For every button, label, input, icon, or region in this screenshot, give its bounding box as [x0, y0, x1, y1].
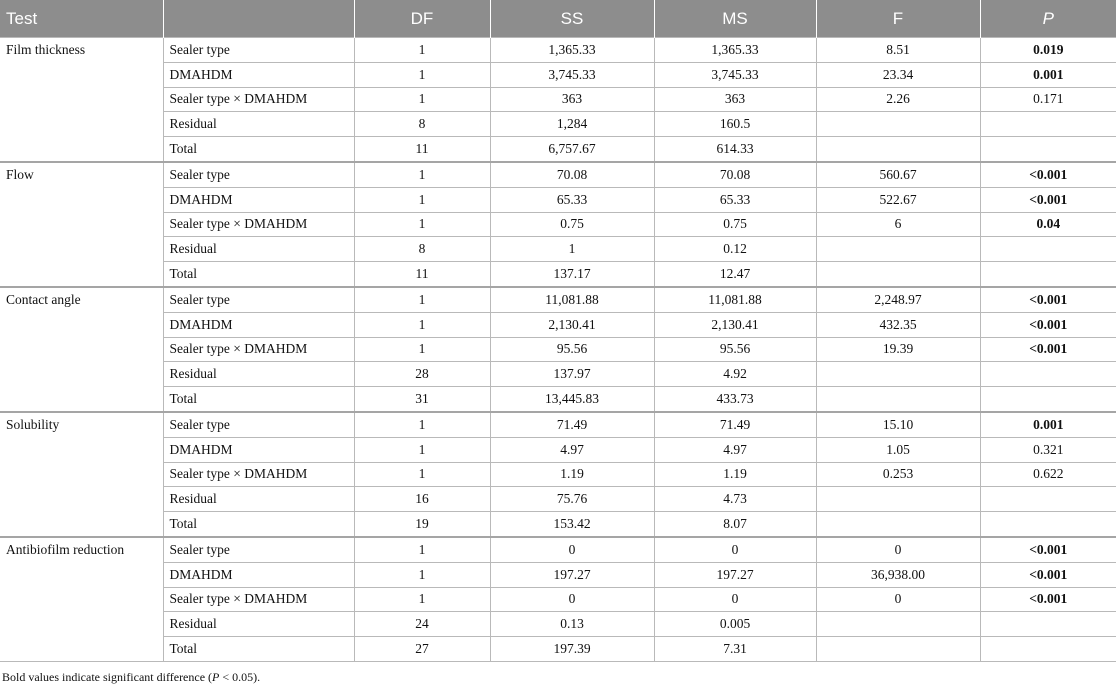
source-cell: DMAHDM	[163, 187, 354, 212]
p-cell	[980, 262, 1116, 287]
ss-cell: 197.27	[490, 562, 654, 587]
table-row	[0, 437, 1116, 462]
table-row	[0, 287, 1116, 312]
table-row	[0, 512, 1116, 537]
test-name-cell: Film thickness	[0, 38, 163, 162]
ss-cell: 95.56	[490, 337, 654, 362]
ms-cell: 8.07	[654, 512, 816, 537]
df-cell: 1	[354, 312, 490, 337]
source-cell: DMAHDM	[163, 312, 354, 337]
df-cell: 1	[354, 87, 490, 112]
ss-cell: 71.49	[490, 412, 654, 437]
source-cell: Residual	[163, 362, 354, 387]
footnote-p-variable: P	[212, 670, 220, 684]
table-row	[0, 312, 1116, 337]
header-df: DF	[354, 0, 490, 38]
df-cell: 1	[354, 412, 490, 437]
f-cell	[816, 487, 980, 512]
table-header-row	[0, 0, 1116, 38]
f-cell: 23.34	[816, 62, 980, 87]
f-cell: 0.253	[816, 462, 980, 487]
p-cell: 0.001	[980, 412, 1116, 437]
ss-cell: 1.19	[490, 462, 654, 487]
table-row	[0, 237, 1116, 262]
ms-cell: 12.47	[654, 262, 816, 287]
ms-cell: 0.12	[654, 237, 816, 262]
ms-cell: 433.73	[654, 387, 816, 412]
source-cell: Residual	[163, 237, 354, 262]
f-cell: 6	[816, 212, 980, 237]
source-cell: Sealer type × DMAHDM	[163, 212, 354, 237]
ss-cell: 6,757.67	[490, 137, 654, 162]
header-ms: MS	[654, 0, 816, 38]
f-cell	[816, 362, 980, 387]
source-cell: Sealer type	[163, 412, 354, 437]
p-cell: <0.001	[980, 562, 1116, 587]
p-cell: <0.001	[980, 287, 1116, 312]
p-cell	[980, 387, 1116, 412]
f-cell: 15.10	[816, 412, 980, 437]
df-cell: 8	[354, 237, 490, 262]
df-cell: 1	[354, 562, 490, 587]
f-cell	[816, 637, 980, 662]
table-row	[0, 637, 1116, 662]
table-row	[0, 362, 1116, 387]
p-cell: <0.001	[980, 587, 1116, 612]
source-cell: Residual	[163, 487, 354, 512]
source-cell: Sealer type × DMAHDM	[163, 462, 354, 487]
df-cell: 1	[354, 212, 490, 237]
ss-cell: 137.97	[490, 362, 654, 387]
p-cell: <0.001	[980, 312, 1116, 337]
ms-cell: 0.005	[654, 612, 816, 637]
f-cell: 0	[816, 587, 980, 612]
p-cell	[980, 487, 1116, 512]
source-cell: DMAHDM	[163, 62, 354, 87]
f-cell: 19.39	[816, 337, 980, 362]
ss-cell: 153.42	[490, 512, 654, 537]
source-cell: Sealer type	[163, 162, 354, 187]
p-cell: 0.019	[980, 38, 1116, 63]
test-name-cell: Solubility	[0, 412, 163, 537]
ss-cell: 197.39	[490, 637, 654, 662]
f-cell	[816, 387, 980, 412]
table-row	[0, 537, 1116, 562]
f-cell: 1.05	[816, 437, 980, 462]
ms-cell: 4.97	[654, 437, 816, 462]
table-row	[0, 337, 1116, 362]
ms-cell: 2,130.41	[654, 312, 816, 337]
f-cell: 2.26	[816, 87, 980, 112]
f-cell: 8.51	[816, 38, 980, 63]
header-p: P	[980, 0, 1116, 38]
p-cell	[980, 512, 1116, 537]
ms-cell: 0	[654, 587, 816, 612]
ms-cell: 4.92	[654, 362, 816, 387]
ms-cell: 95.56	[654, 337, 816, 362]
f-cell: 36,938.00	[816, 562, 980, 587]
test-name-cell: Antibiofilm reduction	[0, 537, 163, 661]
header-source	[163, 0, 354, 38]
p-cell: 0.321	[980, 437, 1116, 462]
table-row	[0, 562, 1116, 587]
ss-cell: 11,081.88	[490, 287, 654, 312]
p-cell	[980, 362, 1116, 387]
table-row	[0, 462, 1116, 487]
table-row	[0, 187, 1116, 212]
p-cell: <0.001	[980, 187, 1116, 212]
ms-cell: 0.75	[654, 212, 816, 237]
p-cell: <0.001	[980, 537, 1116, 562]
table-row	[0, 587, 1116, 612]
df-cell: 8	[354, 112, 490, 137]
df-cell: 16	[354, 487, 490, 512]
df-cell: 1	[354, 537, 490, 562]
source-cell: Sealer type	[163, 38, 354, 63]
p-cell: <0.001	[980, 162, 1116, 187]
ms-cell: 1.19	[654, 462, 816, 487]
f-cell: 2,248.97	[816, 287, 980, 312]
ms-cell: 0	[654, 537, 816, 562]
ss-cell: 0.13	[490, 612, 654, 637]
source-cell: Residual	[163, 612, 354, 637]
ss-cell: 3,745.33	[490, 62, 654, 87]
df-cell: 1	[354, 337, 490, 362]
ms-cell: 65.33	[654, 187, 816, 212]
footnote-text-after: < 0.05).	[219, 670, 261, 684]
ms-cell: 3,745.33	[654, 62, 816, 87]
ms-cell: 11,081.88	[654, 287, 816, 312]
ms-cell: 197.27	[654, 562, 816, 587]
df-cell: 11	[354, 137, 490, 162]
f-cell: 432.35	[816, 312, 980, 337]
ss-cell: 65.33	[490, 187, 654, 212]
source-cell: Sealer type × DMAHDM	[163, 87, 354, 112]
ss-cell: 137.17	[490, 262, 654, 287]
df-cell: 1	[354, 38, 490, 63]
table-row	[0, 487, 1116, 512]
ss-cell: 75.76	[490, 487, 654, 512]
table-body	[0, 38, 1116, 662]
df-cell: 1	[354, 187, 490, 212]
ms-cell: 1,365.33	[654, 38, 816, 63]
f-cell: 522.67	[816, 187, 980, 212]
source-cell: Total	[163, 137, 354, 162]
table-row	[0, 112, 1116, 137]
ss-cell: 1,284	[490, 112, 654, 137]
df-cell: 24	[354, 612, 490, 637]
p-cell: 0.001	[980, 62, 1116, 87]
header-test: Test	[0, 0, 163, 38]
source-cell: Residual	[163, 112, 354, 137]
df-cell: 11	[354, 262, 490, 287]
f-cell: 0	[816, 537, 980, 562]
footnote-text-before: Bold values indicate significant difference (	[2, 670, 213, 684]
ms-cell: 4.73	[654, 487, 816, 512]
header-f: F	[816, 0, 980, 38]
df-cell: 31	[354, 387, 490, 412]
df-cell: 1	[354, 437, 490, 462]
table-row	[0, 212, 1116, 237]
df-cell: 19	[354, 512, 490, 537]
source-cell: Sealer type	[163, 287, 354, 312]
table-row	[0, 612, 1116, 637]
p-cell: 0.171	[980, 87, 1116, 112]
ms-cell: 160.5	[654, 112, 816, 137]
table-row	[0, 87, 1116, 112]
df-cell: 1	[354, 287, 490, 312]
source-cell: Total	[163, 512, 354, 537]
f-cell	[816, 237, 980, 262]
source-cell: Total	[163, 637, 354, 662]
test-name-cell: Flow	[0, 162, 163, 287]
ss-cell: 1,365.33	[490, 38, 654, 63]
source-cell: Sealer type	[163, 537, 354, 562]
ss-cell: 70.08	[490, 162, 654, 187]
table-row	[0, 62, 1116, 87]
ss-cell: 2,130.41	[490, 312, 654, 337]
df-cell: 1	[354, 62, 490, 87]
f-cell: 560.67	[816, 162, 980, 187]
df-cell: 1	[354, 587, 490, 612]
f-cell	[816, 112, 980, 137]
test-name-cell: Contact angle	[0, 287, 163, 412]
header-ss: SS	[490, 0, 654, 38]
source-cell: DMAHDM	[163, 562, 354, 587]
f-cell	[816, 262, 980, 287]
table-row	[0, 262, 1116, 287]
source-cell: DMAHDM	[163, 437, 354, 462]
df-cell: 28	[354, 362, 490, 387]
p-cell	[980, 612, 1116, 637]
source-cell: Sealer type × DMAHDM	[163, 587, 354, 612]
ms-cell: 614.33	[654, 137, 816, 162]
table-row	[0, 162, 1116, 187]
table-footnote	[2, 670, 260, 685]
source-cell: Total	[163, 387, 354, 412]
source-cell: Sealer type × DMAHDM	[163, 337, 354, 362]
source-cell: Total	[163, 262, 354, 287]
table-row	[0, 38, 1116, 63]
ms-cell: 71.49	[654, 412, 816, 437]
p-cell	[980, 112, 1116, 137]
ss-cell: 13,445.83	[490, 387, 654, 412]
f-cell	[816, 612, 980, 637]
p-cell: 0.04	[980, 212, 1116, 237]
df-cell: 1	[354, 162, 490, 187]
p-cell: <0.001	[980, 337, 1116, 362]
ms-cell: 70.08	[654, 162, 816, 187]
ss-cell: 0	[490, 587, 654, 612]
p-cell	[980, 137, 1116, 162]
p-cell: 0.622	[980, 462, 1116, 487]
table-row	[0, 387, 1116, 412]
table-row	[0, 412, 1116, 437]
p-cell	[980, 637, 1116, 662]
f-cell	[816, 137, 980, 162]
ms-cell: 7.31	[654, 637, 816, 662]
ss-cell: 1	[490, 237, 654, 262]
f-cell	[816, 512, 980, 537]
table-row	[0, 137, 1116, 162]
ms-cell: 363	[654, 87, 816, 112]
df-cell: 1	[354, 462, 490, 487]
ss-cell: 0.75	[490, 212, 654, 237]
df-cell: 27	[354, 637, 490, 662]
p-cell	[980, 237, 1116, 262]
ss-cell: 0	[490, 537, 654, 562]
ss-cell: 4.97	[490, 437, 654, 462]
ss-cell: 363	[490, 87, 654, 112]
